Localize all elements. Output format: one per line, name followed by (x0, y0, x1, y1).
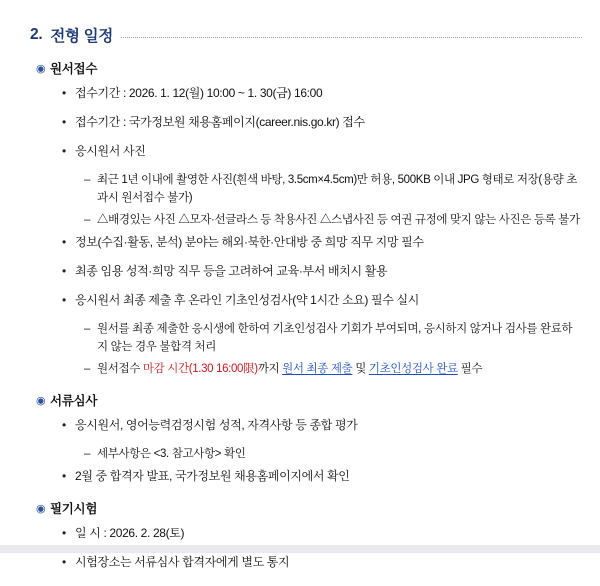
list-item-text: 정보(수집·활동, 분석) 분야는 해외·북한·안대방 중 희망 직무 지망 필수 (75, 235, 424, 249)
spacer (22, 576, 582, 586)
group-heading (36, 60, 582, 78)
list-item-text: 2월 중 합격자 발표, 국가정보원 채용홈페이지에서 확인 (75, 469, 350, 483)
spacer (22, 490, 582, 500)
list-item-text (97, 360, 482, 378)
list-item (62, 262, 582, 281)
list-item-text: 접수기간 : 2026. 1. 12(월) 10:00 ~ 1. 30(금) 16:00 (75, 86, 323, 100)
list-item-text: 최근 1년 이내에 촬영한 사진(흰색 바탕, 3.5cm×4.5cm)만 허용, 500KB 이내 JPG 형태로 저장(용량 초과시 원서접수 불가) (97, 174, 578, 204)
group-heading-label: 서류심사 (50, 394, 98, 408)
dash-bullet-icon: – (84, 214, 91, 226)
emphasis-text: 및 (352, 363, 369, 375)
list-item (62, 113, 582, 132)
sub-list-item (84, 171, 582, 207)
circle-bullet-icon: ◉ (36, 395, 46, 407)
sub-list-item (84, 445, 582, 463)
section-number: 2. (30, 26, 43, 43)
list-item-text: △배경있는 사진 △모자·선글라스 등 착용사진 △스냅사진 등 여권 규정에 맞지 않는 사진은 등록 불가 (97, 214, 580, 226)
list-item (62, 467, 582, 486)
sub-list-item (84, 360, 582, 378)
dot-bullet-icon: • (62, 264, 67, 278)
dot-bullet-icon: • (62, 418, 67, 432)
list-item (62, 142, 582, 161)
dash-bullet-icon: – (84, 323, 91, 335)
dot-bullet-icon: • (62, 293, 67, 307)
document-content (22, 60, 582, 586)
list-item (62, 553, 582, 572)
list-item-text: 접수기간 : 국가정보원 채용홈페이지(career.nis.go.kr) 접수 (75, 115, 365, 129)
dot-bullet-icon: • (62, 144, 67, 158)
dot-bullet-icon: • (62, 235, 67, 249)
list-item (62, 524, 582, 543)
dot-bullet-icon: • (62, 469, 67, 483)
section-heading (30, 24, 582, 46)
bottom-bar (0, 545, 600, 553)
list-item-text: 최종 임용 성적·희망 직무 등을 고려하여 교육·부서 배치시 활용 (75, 264, 388, 278)
group-heading (36, 392, 582, 410)
list-item-text: 원서를 최종 제출한 응시생에 한하여 기초인성검사 기회가 부여되며, 응시하지 않거나 검사를 완료하지 않는 경우 불합격 처리 (97, 323, 573, 353)
group-heading-label: 필기시험 (50, 502, 98, 516)
list-item-text: 시험장소는 서류심사 합격자에게 별도 통지 (75, 555, 290, 569)
list-item-text: 세부사항은 <3. 참고사항> 확인 (97, 448, 246, 460)
emphasis-text[interactable]: 원서 최종 제출 (282, 363, 353, 375)
dash-bullet-icon: – (84, 363, 91, 375)
page-title: 전형 일정 (50, 28, 114, 45)
emphasis-text: 마감 시간(1.30 16:00限) (142, 363, 258, 375)
emphasis-text: 필수 (457, 363, 483, 375)
list-item-text: 일 시 : 2026. 2. 28(토) (75, 526, 185, 540)
circle-bullet-icon: ◉ (36, 63, 46, 75)
list-item-text: 응시원서 최종 제출 후 온라인 기초인성검사(약 1시간 소요) 필수 실시 (75, 293, 420, 307)
heading-divider (121, 37, 582, 38)
list-item-text: 응시원서 사진 (75, 144, 146, 158)
emphasis-text: 원서접수 (97, 363, 143, 375)
circle-bullet-icon: ◉ (36, 503, 46, 515)
dot-bullet-icon: • (62, 526, 67, 540)
list-item (62, 84, 582, 103)
sub-list-item (84, 320, 582, 356)
emphasis-text[interactable]: 기초인성검사 완료 (368, 363, 458, 375)
dot-bullet-icon: • (62, 86, 67, 100)
sub-list-item (84, 211, 582, 229)
group-heading-label: 원서접수 (50, 62, 98, 76)
emphasis-text: 까지 (257, 363, 283, 375)
list-item (62, 291, 582, 310)
group-heading (36, 500, 582, 518)
list-item (62, 233, 582, 252)
spacer (22, 382, 582, 392)
dash-bullet-icon: – (84, 174, 91, 186)
dash-bullet-icon: – (84, 448, 91, 460)
list-item (62, 416, 582, 435)
dot-bullet-icon: • (62, 115, 67, 129)
dot-bullet-icon: • (62, 555, 67, 569)
list-item-text: 응시원서, 영어능력검정시험 성적, 자격사항 등 종합 평가 (75, 418, 358, 432)
